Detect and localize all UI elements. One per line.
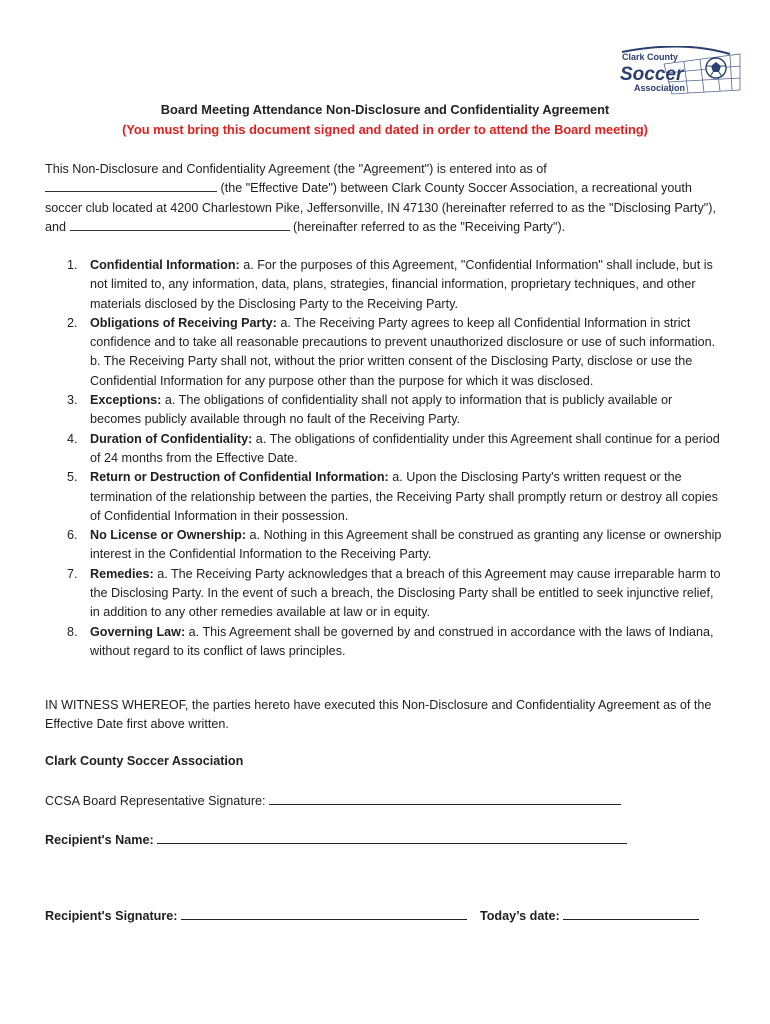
clause-number: 3. xyxy=(67,393,78,408)
clause-item xyxy=(45,256,725,314)
recipient-signature-label: Recipient's Signature: xyxy=(45,909,178,923)
receiving-party-blank[interactable] xyxy=(70,219,290,231)
clause-heading: Confidential Information: xyxy=(90,258,240,272)
clause-text: a. The Receiving Party agrees to keep all Confidential Information in strict confidence and to take all reasonable precautions to prevent unauthorized disclosure or use of such information. b. The Receiving Party shall not, without the prior written consent of the Disclosing Party, disclose or use the Confidential Information for any purpose other than the purpose for which it was disclosed. xyxy=(90,315,716,388)
clause-text: a. The obligations of confidentiality under this Agreement shall continue for a period of 24 months from the Effective Date. xyxy=(90,431,720,465)
logo-line2: Soccer xyxy=(620,64,684,85)
clause-heading: No License or Ownership: xyxy=(90,528,247,543)
board-rep-signature-line[interactable] xyxy=(269,792,621,805)
clark-county-soccer-logo xyxy=(612,46,742,98)
clause-text: a. The obligations of confidentiality shall not apply to information that is publicly available or becomes publicly available through no fault of the Receiving Party. xyxy=(90,393,673,427)
board-rep-signature-label: CCSA Board Representative Signature: xyxy=(45,794,266,808)
document-subtitle: (You must bring this document signed and dated in order to attend the Board meeting) xyxy=(122,122,648,137)
clause-text: a. This Agreement shall be governed by and construed in accordance with the laws of Indiana, without regard to its conflict of laws principles. xyxy=(90,624,714,658)
clause-text: a. Nothing in this Agreement shall be construed as granting any license or ownership interest in the Confidential Information to the Receiving Party. xyxy=(90,528,722,562)
organization-name: Clark County Soccer Association xyxy=(45,754,244,768)
clause-heading: Duration of Confidentiality: xyxy=(90,431,253,446)
clause-item xyxy=(45,565,725,623)
clause-heading: Governing Law: xyxy=(90,624,186,639)
recipient-signature-row xyxy=(45,907,699,923)
title-block xyxy=(0,100,770,140)
recipient-name-row xyxy=(45,831,627,847)
clause-number: 1. xyxy=(67,258,78,272)
recipient-name-line[interactable] xyxy=(157,831,627,844)
clause-text: a. Upon the Disclosing Party's written request or the termination of the relationship between the parties, the Receiving Party shall promptly return or destroy all copies of Confidential Information in their possession. xyxy=(90,470,718,523)
todays-date-label: Today’s date: xyxy=(479,909,560,923)
clause-number: 2. xyxy=(67,315,78,330)
clause-item xyxy=(45,314,725,391)
intro-part1: This Non-Disclosure and Confidentiality Agreement (the "Agreement") is entered into as of xyxy=(45,162,547,176)
document-title: Board Meeting Attendance Non-Disclosure and Confidentiality Agreement xyxy=(160,102,610,117)
board-rep-signature-row xyxy=(45,792,621,808)
clause-number: 5. xyxy=(67,470,78,485)
clause-number: 6. xyxy=(67,528,78,543)
clause-heading: Exceptions: xyxy=(90,393,162,408)
todays-date-line[interactable] xyxy=(563,907,699,920)
recipient-signature-line[interactable] xyxy=(181,907,467,920)
clause-text: a. The Receiving Party acknowledges that a breach of this Agreement may cause irreparable harm to the Disclosing Party. In the event of such a breach, the Disclosing Party shall be entitled to seek injunctive relief, in addition to any other remedies available at law or in equity. xyxy=(90,566,721,620)
clause-number: 7. xyxy=(67,566,78,581)
clause-list xyxy=(45,256,725,661)
recipient-name-label: Recipient's Name: xyxy=(45,833,154,847)
clause-heading: Return or Destruction of Confidential Information: xyxy=(90,470,389,485)
clause-item xyxy=(45,526,725,565)
witness-paragraph: IN WITNESS WHEREOF, the parties hereto have executed this Non-Disclosure and Confidentiality Agreement as of the Effective Date first above written. xyxy=(45,698,712,732)
logo-line1: Clark County xyxy=(622,52,679,62)
soccer-ball-net-icon xyxy=(612,46,742,98)
clause-item xyxy=(45,430,725,469)
intro-part3: (hereinafter referred to as the "Receiving Party"). xyxy=(289,220,566,235)
logo-line3: Association xyxy=(634,83,686,93)
clause-number: 8. xyxy=(67,624,78,639)
intro-paragraph xyxy=(45,160,725,238)
clause-item xyxy=(45,468,725,526)
clause-item xyxy=(45,623,725,662)
intro-part2: (the "Effective Date") between Clark County Soccer Association, a recreational youth soccer club located at 4200 Charlestown Pike, Jeffersonville, IN 47130 (hereinafter referred to as the "Disclosing Party"), and xyxy=(45,181,716,235)
clause-heading: Obligations of Receiving Party: xyxy=(90,315,277,330)
clause-text: a. For the purposes of this Agreement, "Confidential Information" shall include, but is not limited to, any information, data, plans, strategies, financial information, proprietary techniques, and other materials disclosed by the Disclosing Party to the Receiving Party. xyxy=(90,258,713,311)
clause-number: 4. xyxy=(67,431,78,446)
effective-date-blank[interactable] xyxy=(45,180,217,192)
clause-item xyxy=(45,391,725,430)
clause-heading: Remedies: xyxy=(90,566,154,581)
